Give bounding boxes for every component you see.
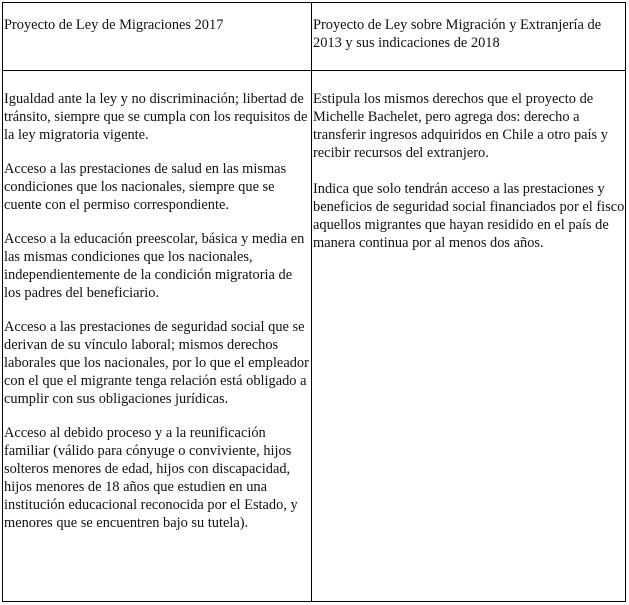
header-divider — [2, 70, 626, 71]
table-border-right — [625, 2, 626, 602]
header-text: Proyecto de Ley de Migraciones 2017 — [4, 17, 224, 33]
column-divider — [311, 2, 312, 602]
right-paragraph: Indica que solo tendrán acceso a las prestaciones y beneficios de seguridad social financiados por el fisco aquellos migrantes que hayan residido en el país de manera continua por al menos dos años. — [313, 181, 625, 251]
right-column-cell — [313, 90, 625, 270]
left-paragraph: Acceso al debido proceso y a la reunificación familiar (válido para cónyuge o conviviente, hijos solteros menores de edad, hijos con discapacidad, hijos menores de 18 años que estudien en una institución educacional reconocida por el Estado, y menores que se encuentren bajo su tutela). — [4, 425, 298, 531]
left-paragraph: Acceso a las prestaciones de seguridad social que se derivan de su vínculo laboral; mismos derechos laborales que los nacionales, por lo que el empleador con el que el migrante tenga relación está obligado a cumplir con sus obligaciones jurídicas. — [4, 319, 309, 407]
header-text: Proyecto de Ley sobre Migración y Extranjería de 2013 y sus indicaciones de 2018 — [313, 17, 602, 51]
table-border-top — [2, 2, 626, 3]
header-cell-2013-bill — [313, 16, 625, 52]
table-border-left — [2, 2, 3, 602]
header-cell-2017-bill — [4, 16, 304, 34]
right-paragraph: Estipula los mismos derechos que el proyecto de Michelle Bachelet, pero agrega dos: derecho a transferir ingresos adquiridos en Chile a otro país y recibir recursos del extranjero. — [313, 91, 608, 161]
left-paragraph: Acceso a las prestaciones de salud en las mismas condiciones que los nacionales, siempre que se cuente con el permiso correspondiente. — [4, 161, 287, 213]
left-paragraph: Igualdad ante la ley y no discriminación; libertad de tránsito, siempre que se cumpla con los requisitos de la ley migratoria vigente. — [4, 91, 308, 143]
table-border-bottom — [2, 601, 626, 602]
left-paragraph: Acceso a la educación preescolar, básica y media en las mismas condiciones que los nacionales, independientemente de la condición migratoria de los padres del beneficiario. — [4, 231, 305, 301]
left-column-cell — [4, 90, 310, 548]
